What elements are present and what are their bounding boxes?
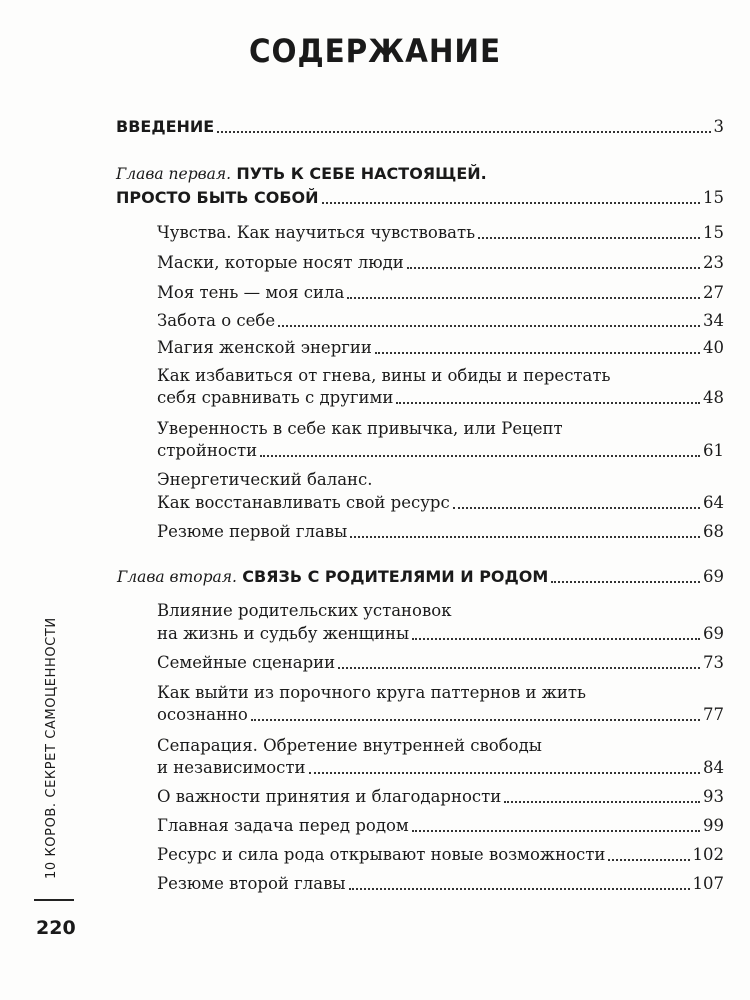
- toc-entry-label: ВВЕДЕНИЕ: [116, 117, 215, 136]
- chapter-title-line2: ПРОСТО БЫТЬ СОБОЙ: [116, 188, 319, 207]
- toc-page-number: 3: [713, 117, 724, 136]
- toc-entry: [157, 441, 724, 461]
- chapter-heading: [116, 164, 487, 184]
- toc-entry-title: осознанно: [157, 705, 248, 724]
- toc-entry-line1: Как выйти из порочного круга паттернов и жить: [157, 683, 587, 702]
- toc-entry-line1: Как избавиться от гнева, вины и обиды и перестать: [157, 366, 611, 385]
- dot-leader: [453, 507, 700, 509]
- toc-page-number: 68: [703, 522, 724, 541]
- dot-leader: [412, 830, 700, 832]
- toc-entry: [157, 253, 724, 273]
- toc-page-number: 15: [703, 188, 724, 207]
- toc-page-number: 93: [703, 787, 724, 806]
- toc-entry: [157, 653, 724, 673]
- toc-page-number: 64: [703, 493, 724, 512]
- toc-entry-title: О важности принятия и благодарности: [157, 787, 502, 806]
- toc-entry: [157, 787, 724, 807]
- toc-entry-introduction: [116, 117, 724, 137]
- toc-page-number: 69: [703, 567, 724, 586]
- toc-entry: [157, 223, 724, 243]
- dot-leader: [309, 772, 701, 774]
- dot-leader: [278, 325, 700, 327]
- toc-entry-title: Резюме первой главы: [157, 522, 348, 541]
- toc-page-number: 107: [692, 874, 724, 893]
- toc-entry-title: Семейные сценарии: [157, 653, 336, 672]
- toc-page-number: 23: [703, 253, 724, 272]
- toc-entry-chapter: [116, 188, 724, 208]
- chapter-heading: [117, 567, 548, 587]
- dot-leader: [608, 859, 689, 861]
- toc-entry-title: Чувства. Как научиться чувствовать: [157, 223, 476, 242]
- toc-entry-line1: Влияние родительских установок: [157, 601, 452, 620]
- dot-leader: [338, 667, 700, 669]
- toc-page-number: 40: [703, 338, 724, 357]
- dot-leader: [478, 237, 700, 239]
- toc-entry: [157, 283, 724, 303]
- toc-entry: [157, 874, 724, 894]
- toc-entry: [157, 845, 724, 865]
- toc-entry-title: стройности: [157, 441, 258, 460]
- toc-entry-chapter: [117, 567, 724, 587]
- dot-leader: [217, 131, 710, 133]
- toc-page-number: 73: [703, 653, 724, 672]
- page-title: СОДЕРЖАНИЕ: [249, 32, 501, 70]
- toc-entry-title: Резюме второй главы: [157, 874, 346, 893]
- toc-entry-line1: Уверенность в себе как привычка, или Рецепт: [157, 419, 563, 438]
- toc-page-number: 69: [703, 624, 724, 643]
- toc-page-number: 99: [703, 816, 724, 835]
- toc-page-number: 27: [703, 283, 724, 302]
- dot-leader: [322, 202, 700, 204]
- footer-rule: [34, 899, 74, 901]
- chapter-prefix: Глава первая.: [116, 165, 232, 183]
- dot-leader: [260, 455, 700, 457]
- toc-entry: [157, 522, 724, 542]
- toc-entry-title: Забота о себе: [157, 311, 276, 330]
- dot-leader: [349, 888, 690, 890]
- toc-entry-title: Маски, которые носят люди: [157, 253, 404, 272]
- dot-leader: [407, 267, 700, 269]
- toc-entry: [157, 758, 724, 778]
- toc-entry-title: и независимости: [157, 758, 306, 777]
- toc-entry: [157, 311, 724, 331]
- toc-entry-title: себя сравнивать с другими: [157, 388, 394, 407]
- toc-entry-title: на жизнь и судьбу женщины: [157, 624, 410, 643]
- toc-entry: [157, 338, 724, 358]
- dot-leader: [504, 801, 700, 803]
- toc-entry-title: Моя тень — моя сила: [157, 283, 345, 302]
- dot-leader: [251, 719, 700, 721]
- toc-page-number: 61: [703, 441, 724, 460]
- dot-leader: [551, 581, 700, 583]
- toc-entry-line1: Энергетический баланс.: [157, 470, 373, 489]
- page-number: 220: [36, 917, 76, 939]
- dot-leader: [396, 402, 700, 404]
- dot-leader: [350, 536, 700, 538]
- toc-entry-title: Магия женской энергии: [157, 338, 372, 357]
- running-head: 10 КОРОВ. СЕКРЕТ САМОЦЕННОСТИ: [44, 617, 59, 879]
- toc-entry: [157, 705, 724, 725]
- dot-leader: [375, 352, 700, 354]
- toc-entry-title: Как восстанавливать свой ресурс: [157, 493, 450, 512]
- chapter-title: СВЯЗЬ С РОДИТЕЛЯМИ И РОДОМ: [242, 567, 549, 586]
- toc-page-number: 84: [703, 758, 724, 777]
- toc-entry: [157, 493, 724, 513]
- toc-page-number: 15: [703, 223, 724, 242]
- chapter-prefix: Глава вторая.: [117, 568, 237, 586]
- toc-entry: [157, 624, 724, 644]
- toc-page-number: 48: [703, 388, 724, 407]
- dot-leader: [347, 297, 700, 299]
- chapter-title: ПУТЬ К СЕБЕ НАСТОЯЩЕЙ.: [236, 164, 487, 183]
- dot-leader: [412, 638, 700, 640]
- toc-entry-line1: Сепарация. Обретение внутренней свободы: [157, 736, 542, 755]
- toc-page-number: 34: [703, 311, 724, 330]
- toc-page-number: 102: [692, 845, 724, 864]
- toc-entry: [157, 816, 724, 836]
- toc-entry-title: Ресурс и сила рода открывают новые возможности: [157, 845, 606, 864]
- toc-page-number: 77: [703, 705, 724, 724]
- toc-entry-title: Главная задача перед родом: [157, 816, 409, 835]
- toc-entry: [157, 388, 724, 408]
